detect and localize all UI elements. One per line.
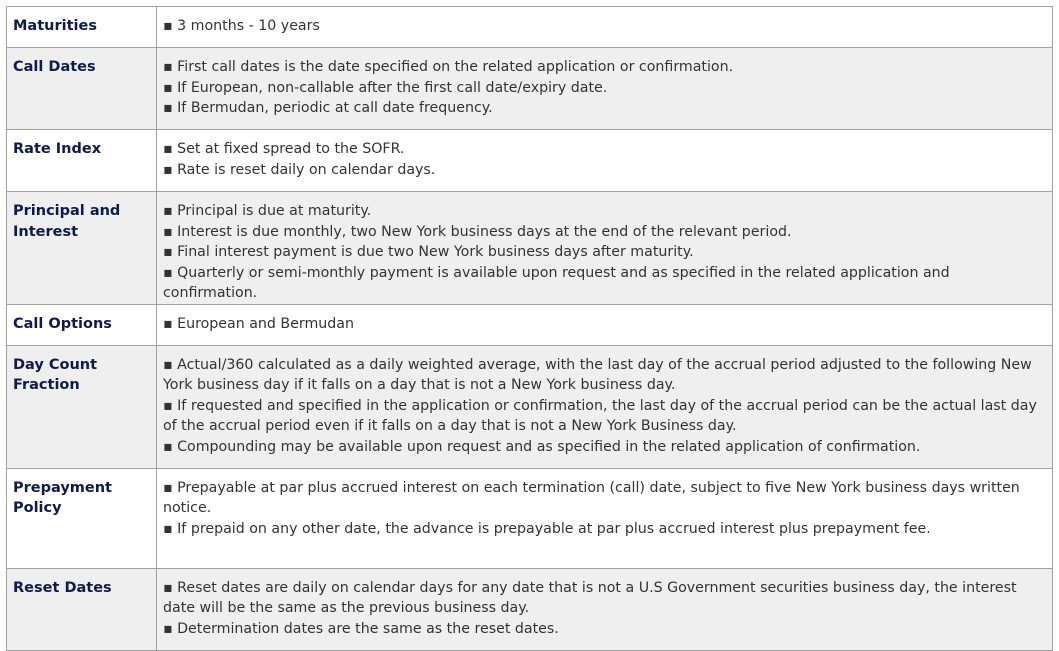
row-label-principal-and-interest: Principal and Interest (7, 192, 157, 305)
row-value-call-dates (157, 48, 1053, 130)
bullet-text: ▪ Compounding may be available upon request and as specified in the related application of confirmation. (163, 438, 921, 455)
bullet-text: ▪ 3 months - 10 years (163, 18, 320, 34)
row-value-reset-dates (157, 568, 1053, 650)
row-label-prepayment-policy: Prepayment Policy (7, 468, 157, 568)
table-row (7, 468, 1053, 568)
row-value-maturities (157, 7, 1053, 48)
bullet-text: ▪ If prepaid on any other date, the advance is prepayable at par plus accrued interest plus prepayment fee. (163, 520, 931, 537)
bullet-text: ▪ First call dates is the date specified on the related application or confirmation. (163, 59, 734, 75)
bullet-text: ▪ Reset dates are daily on calendar days for any date that is not a U.S Government securities business day, the interest date will be the same as the previous business day. (163, 579, 1017, 616)
bullet-text: ▪ Determination dates are the same as the reset dates. (163, 620, 559, 637)
row-value-prepayment-policy (157, 468, 1053, 568)
bullet-text: ▪ Rate is reset daily on calendar days. (163, 161, 436, 178)
bullet-text: ▪ Prepayable at par plus accrued interest on each termination (call) date, subject to five New York business days written notice. (163, 479, 1020, 516)
bullet-text: ▪ Actual/360 calculated as a daily weighted average, with the last day of the accrual period adjusted to the following New York business day if it falls on a day that is not a New York business day. (163, 356, 1032, 393)
row-label-rate-index: Rate Index (7, 130, 157, 192)
row-value-call-options (157, 304, 1053, 345)
row-label-call-dates: Call Dates (7, 48, 157, 130)
row-value-principal-and-interest (157, 192, 1053, 305)
table-row (7, 304, 1053, 345)
row-label-reset-dates: Reset Dates (7, 568, 157, 650)
table-row (7, 568, 1053, 650)
bullet-text: ▪ Quarterly or semi-monthly payment is available upon request and as specified in the related application and confirmation. (163, 264, 950, 301)
table-row (7, 345, 1053, 468)
bullet-text: ▪ Set at fixed spread to the SOFR. (163, 141, 405, 157)
row-value-rate-index (157, 130, 1053, 192)
row-label-maturities: Maturities (7, 7, 157, 48)
bullet-text: ▪ If European, non-callable after the first call date/expiry date. (163, 79, 608, 96)
bullet-text: ▪ If Bermudan, periodic at call date frequency. (163, 100, 493, 116)
bullet-text: ▪ European and Bermudan (163, 315, 354, 332)
bullet-text: ▪ Principal is due at maturity. (163, 203, 372, 219)
table-row (7, 7, 1053, 48)
row-label-day-count-fraction: Day Count Fraction (7, 345, 157, 468)
row-label-call-options: Call Options (7, 304, 157, 345)
table-row (7, 192, 1053, 305)
bullet-text: ▪ If requested and specified in the application or confirmation, the last day of the accrual period can be the actual last day of the accrual period even if it falls on a day that is not a New York Business day. (163, 397, 1037, 434)
table-row (7, 48, 1053, 130)
row-value-day-count-fraction (157, 345, 1053, 468)
bullet-text: ▪ Final interest payment is due two New York business days after maturity. (163, 244, 694, 260)
table-row (7, 130, 1053, 192)
terms-table (6, 6, 1053, 651)
bullet-text: ▪ Interest is due monthly, two New York business days at the end of the relevant period. (163, 223, 792, 240)
